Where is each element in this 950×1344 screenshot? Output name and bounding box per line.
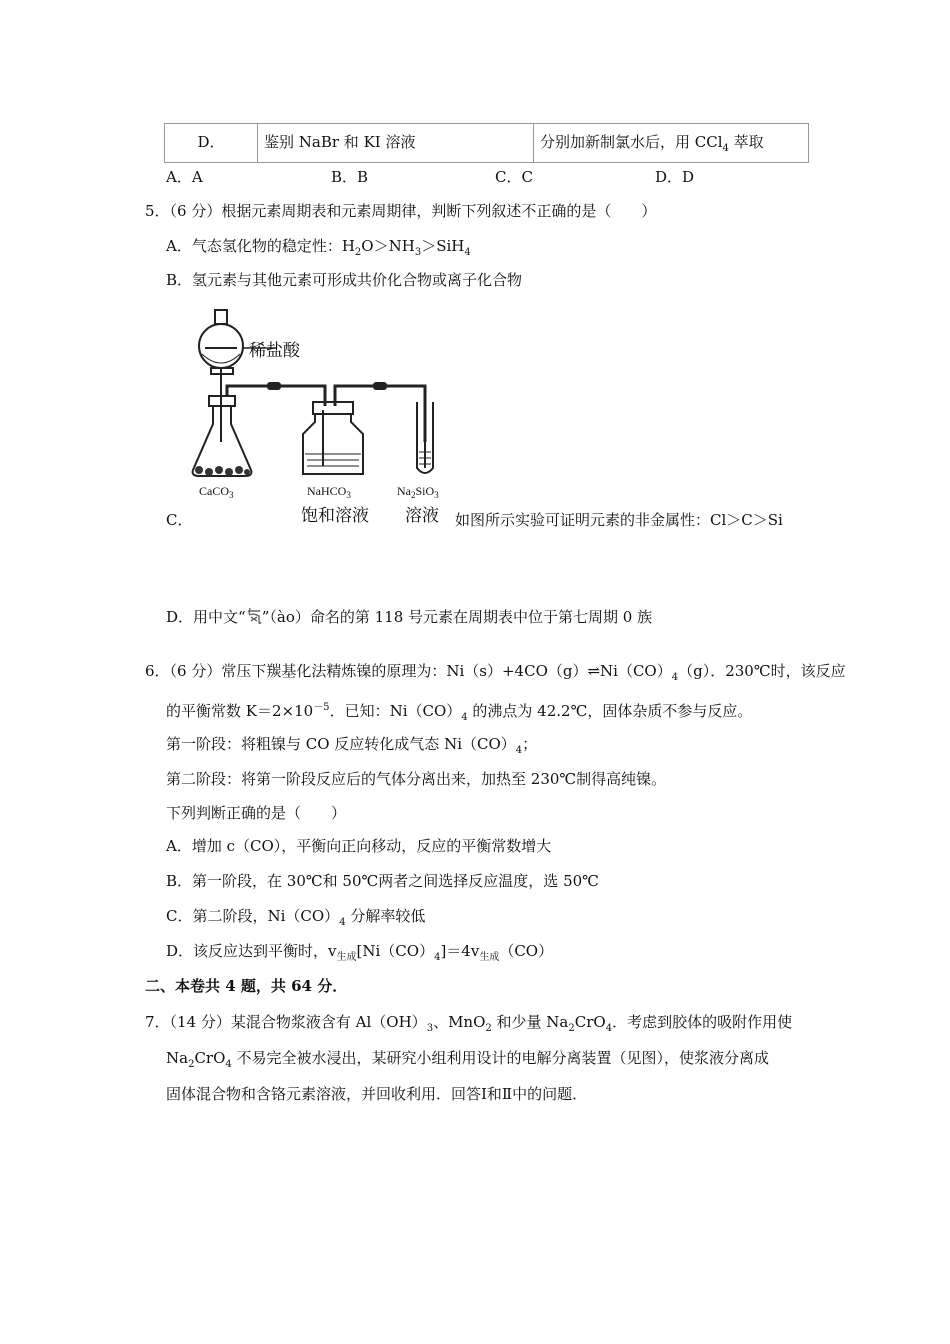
bottle-stopper (313, 402, 353, 414)
q6-stage2: 第二阶段：将第一阶段反应后的气体分离出来，加热至 230℃制得高纯镍。 (166, 770, 667, 788)
q5-stem: 5．（6 分）根据元素周期表和元素周期律，判断下列叙述不正确的是（ ） (145, 202, 657, 220)
q4-answer-b: B．B (331, 168, 369, 186)
q6-option-a: A．增加 c（CO），平衡向正向移动，反应的平衡常数增大 (166, 837, 552, 855)
section-heading: 二、本卷共 4 题，共 64 分． (145, 977, 348, 995)
q6-option-d: D．该反应达到平衡时，$v_{生成}[Ni(CO)_4]=4v_{生成}(CO)$ (166, 942, 554, 963)
bottle-label: NaHCO$_3$ (307, 484, 351, 500)
gas-washing-bottle (303, 414, 363, 474)
q4-answer-a: A．A (166, 168, 203, 186)
q5-option-c-text: 如图所示实验可证明元素的非金属性：Cl＞C＞Si (455, 511, 783, 529)
funnel-bulb (199, 324, 243, 368)
q6-stage1: 第一阶段：将粗镍与 CO 反应转化成气态 $Ni(CO)_4$； (166, 735, 538, 756)
q5-option-d: D．用中文“ ”（ào）命名的第 118 号元素在周期表中位于第七周期 0 族 (166, 608, 653, 626)
q4-answer-d: D．D (655, 168, 695, 186)
element-character-image (246, 607, 262, 625)
q7-line2: $Na_2CrO_4$ 不易完全被水浸出，某研究小组利用设计的电解分离装置（见图），使浆液分离成 (166, 1049, 770, 1070)
apparatus-diagram (185, 302, 465, 532)
q6-stem-line1: 6．（6 分）常压下羰基化法精炼镍的原理为：$Ni(s)+4CO(g)\rightleftharpoons Ni(CO)_4(g)$．230℃时，该反应 (145, 662, 846, 683)
q6-option-c: C．第二阶段，$Ni(CO)_4$ 分解率较低 (166, 907, 426, 928)
q6-option-b: B．第一阶段，在 30℃和 50℃两者之间选择反应温度，选 50℃ (166, 872, 599, 890)
q5-option-c-label: C． (166, 511, 193, 529)
table-cell-label: D． (165, 124, 258, 163)
q5-option-b: B．氢元素与其他元素可形成共价化合物或离子化合物 (166, 271, 523, 289)
tube-caption: 溶液 (405, 506, 439, 526)
q7-line3: 固体混合物和含铬元素溶液，并回收利用．回答Ⅰ和Ⅱ中的问题． (166, 1085, 588, 1103)
table-row (165, 124, 809, 163)
table-cell-method: 分别加新制氯水后，用 CCl$_4$ 萃取 (534, 124, 809, 163)
q6-stem-line2: 的平衡常数 $K=2\times 10^{-5}$．已知：$Ni(CO)_4$ 的沸点为 42.2℃，固体杂质不参与反应。 (166, 702, 753, 723)
bottle-caption: 饱和溶液 (301, 506, 369, 526)
table-cell-purpose: 鉴别 NaBr 和 KI 溶液 (258, 124, 534, 163)
q4-answer-c: C．C (495, 168, 533, 186)
flask-label: CaCO$_3$ (199, 484, 234, 500)
q6-ask: 下列判断正确的是（ ） (166, 804, 347, 822)
acid-label: 稀盐酸 (249, 341, 300, 361)
q7-line1: 7．（14 分）某混合物浆液含有 $Al(OH)_3$、MnO$_2$ 和少量 $Na_2CrO_4$．考虑到胶体的吸附作用使 (145, 1013, 793, 1034)
tube-label: $Na_2SiO_3$ (397, 484, 439, 500)
q5-option-a: A．气态氢化物的稳定性：$H_2O>NH_3>SiH_4$ (166, 237, 471, 258)
option-table (164, 123, 809, 163)
funnel-stopper (215, 310, 227, 324)
